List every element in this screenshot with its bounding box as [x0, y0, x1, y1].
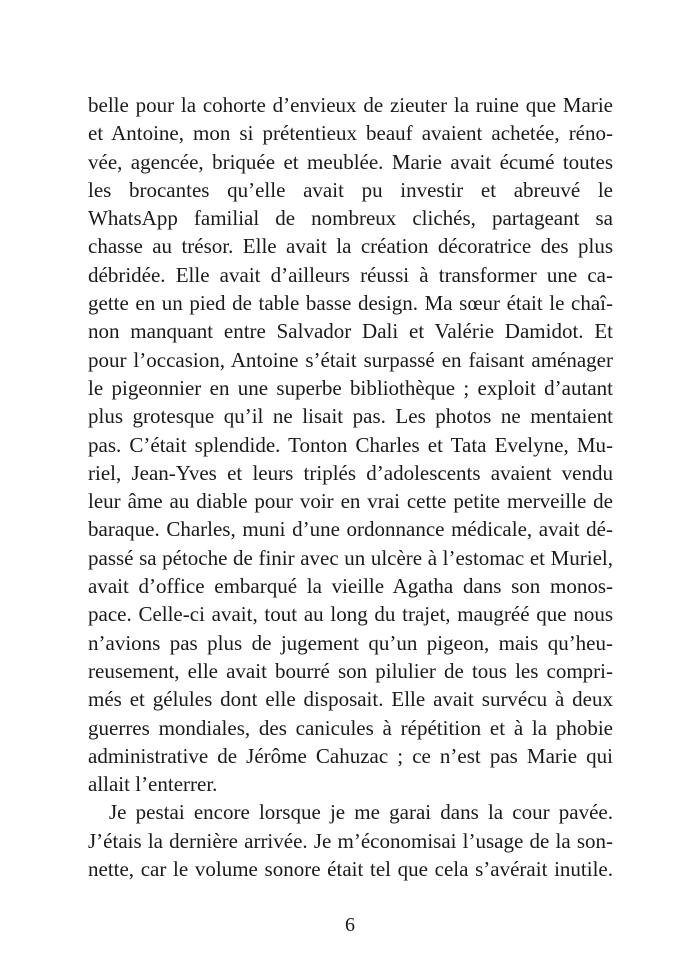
text-line: les brocantes qu’elle avait pu investir et abreuvé le: [88, 177, 613, 202]
page-number: 6: [345, 914, 355, 936]
text-line: débridée. Elle avait d’ailleurs réussi à transformer une ca-: [88, 262, 613, 287]
text-line: gette en un pied de table basse design. Ma sœur était le chaî-: [88, 291, 613, 316]
text-line: et Antoine, mon si prétentieux beauf avaient achetée, réno-: [88, 121, 613, 146]
text-line: guerres mondiales, des canicules à répétition et à la phobie: [88, 715, 613, 740]
text-line: vée, agencée, briquée et meublée. Marie avait écumé toutes: [88, 149, 613, 174]
text-line: avait d’office embarqué la vieille Agatha dans son monos-: [88, 574, 613, 599]
text-line: J’étais la dernière arrivée. Je m’économisai l’usage de la son-: [88, 828, 613, 853]
text-line: pour l’occasion, Antoine s’était surpassé en faisant aménager: [88, 347, 613, 372]
text-line: chasse au trésor. Elle avait la création décoratrice des plus: [88, 234, 613, 259]
text-line: WhatsApp familial de nombreux clichés, partageant sa: [88, 206, 613, 231]
text-line: Je pestai encore lorsque je me garai dans la cour pavée.: [109, 800, 613, 825]
text-line: baraque. Charles, muni d’une ordonnance médicale, avait dé-: [88, 517, 613, 542]
text-line: n’avions pas plus de jugement qu’un pigeon, mais qu’heu-: [88, 630, 613, 655]
text-line: administrative de Jérôme Cahuzac ; ce n’est pas Marie qui: [88, 743, 613, 768]
text-line: pas. C’était splendide. Tonton Charles et Tata Evelyne, Mu-: [88, 432, 613, 457]
text-line: leur âme au diable pour voir en vrai cette petite merveille de: [88, 489, 613, 514]
text-line: passé sa pétoche de finir avec un ulcère à l’estomac et Muriel,: [88, 545, 613, 570]
body-text: [88, 94, 613, 886]
text-line: riel, Jean-Yves et leurs triplés d’adolescents avaient vendu: [88, 460, 613, 485]
text-line: pace. Celle-ci avait, tout au long du trajet, maugréé que nous: [88, 602, 613, 627]
text-line: le pigeonnier en une superbe bibliothèque ; exploit d’autant: [88, 375, 613, 400]
text-line: més et gélules dont elle disposait. Elle avait survécu à deux: [88, 687, 613, 712]
text-line: belle pour la cohorte d’envieux de zieuter la ruine que Marie: [88, 93, 613, 117]
text-line: non manquant entre Salvador Dali et Valérie Damidot. Et: [88, 319, 613, 344]
text-line: reusement, elle avait bourré son pilulier de tous les compri-: [88, 658, 613, 683]
text-line: plus grotesque qu’il ne lisait pas. Les photos ne mentaient: [88, 404, 613, 429]
text-line: nette, car le volume sonore était tel que cela s’avérait inutile.: [88, 857, 613, 882]
text-line: allait l’enterrer.: [88, 772, 218, 797]
